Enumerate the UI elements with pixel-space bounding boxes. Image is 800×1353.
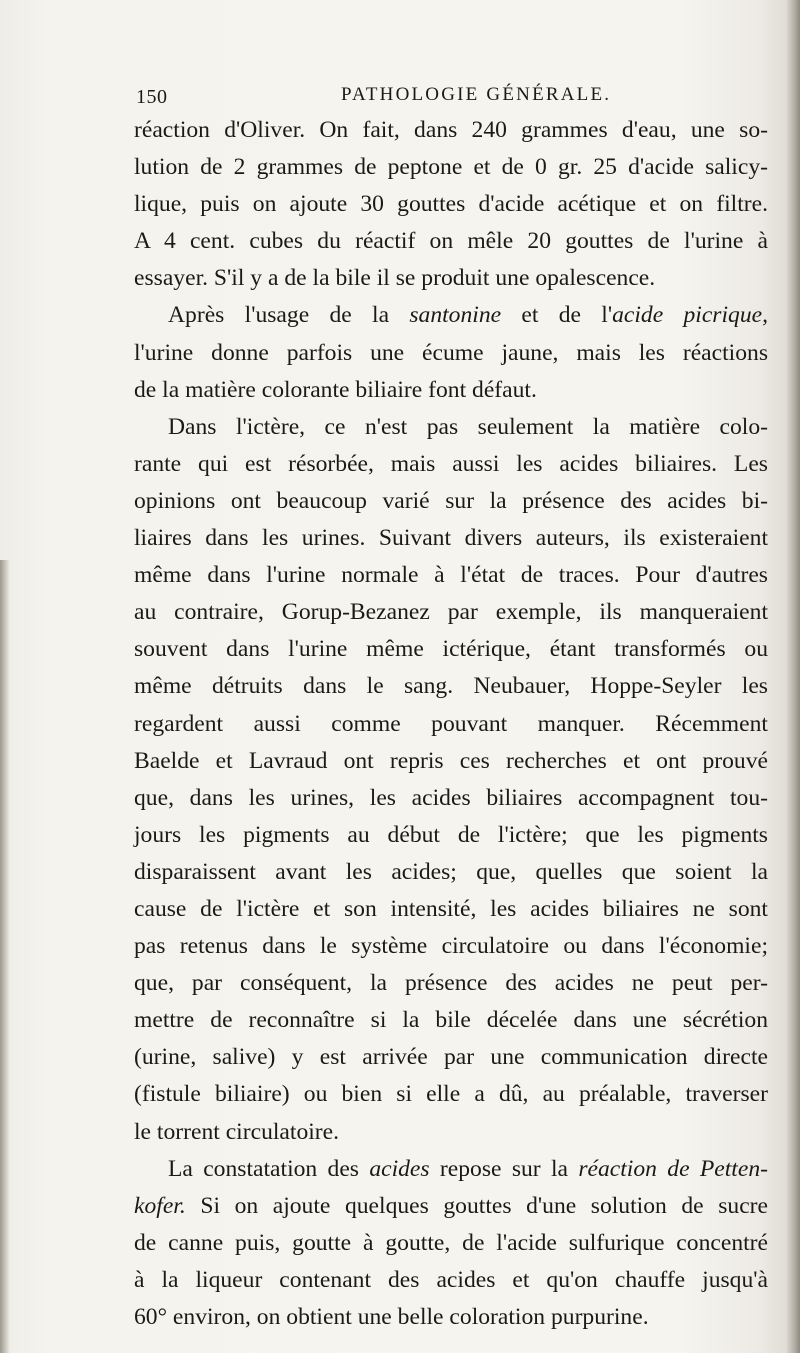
text-line <box>134 706 768 743</box>
text-line <box>134 1225 768 1262</box>
italic-term: santonine <box>409 302 502 329</box>
text-line <box>134 520 768 557</box>
text-segment: jours les pigments au début de l'ictère; que les pigments <box>134 821 768 848</box>
text-segment: liaires dans les urines. Suivant divers auteurs, ils existeraient <box>134 525 768 552</box>
text-segment: Après l'usage de la <box>168 302 410 329</box>
page-left-shadow <box>0 560 10 1353</box>
text-line <box>134 409 768 446</box>
text-line <box>134 557 768 594</box>
text-segment: l'urine donne parfois une écume jaune, mais les réactions <box>134 339 768 366</box>
text-line <box>134 891 768 928</box>
italic-term: réaction de Petten- <box>578 1155 768 1182</box>
text-line <box>134 297 768 334</box>
text-segment: A 4 cent. cubes du réactif on mêle 20 gouttes de l'urine à <box>134 228 768 255</box>
text-segment: regardent aussi comme pouvant manquer. Récemment <box>134 710 768 737</box>
text-segment: souvent dans l'urine même ictérique, étant transformés ou <box>134 636 768 663</box>
text-segment: de la matière colorante biliaire font défaut. <box>134 376 537 403</box>
text-segment: lique, puis on ajoute 30 gouttes d'acide acétique et on filtre. <box>134 191 768 218</box>
text-line <box>134 186 768 223</box>
text-segment: que, dans les urines, les acides biliaires accompagnent tou- <box>134 784 768 811</box>
text-line <box>134 1188 768 1225</box>
text-segment: essayer. S'il y a de la bile il se produit une opalescence. <box>134 265 656 292</box>
text-segment: mettre de reconnaître si la bile décelée dans une sécrétion <box>134 1007 768 1034</box>
text-line <box>134 965 768 1002</box>
text-line <box>134 928 768 965</box>
page-header <box>136 84 736 110</box>
text-segment: que, par conséquent, la présence des acides ne peut per- <box>134 970 768 997</box>
text-segment: opinions ont beaucoup varié sur la présence des acides bi- <box>134 487 768 514</box>
text-segment: à la liqueur contenant des acides et qu'on chauffe jusqu'à <box>134 1266 768 1293</box>
text-segment: (fistule biliaire) ou bien si elle a dû, au préalable, traverser <box>134 1081 768 1108</box>
text-segment: Si on ajoute quelques gouttes d'une solution de sucre <box>185 1192 768 1219</box>
text-line <box>134 112 768 149</box>
text-segment: rante qui est résorbée, mais aussi les acides biliaires. Les <box>134 450 768 477</box>
text-line <box>134 594 768 631</box>
text-line <box>134 335 768 372</box>
text-segment: et de l' <box>501 302 613 329</box>
text-line <box>134 446 768 483</box>
text-line <box>134 1002 768 1039</box>
text-segment: réaction d'Oliver. On fait, dans 240 grammes d'eau, une so- <box>134 117 768 143</box>
text-line <box>134 1114 768 1151</box>
text-segment: Dans l'ictère, ce n'est pas seulement la matière colo- <box>168 413 768 440</box>
running-head: PATHOLOGIE GÉNÉRALE. <box>341 84 612 105</box>
text-segment: Baelde et Lavraud ont repris ces recherches et ont prouvé <box>134 747 768 774</box>
text-line <box>134 668 768 705</box>
text-segment: le torrent circulatoire. <box>134 1118 340 1145</box>
text-line <box>134 854 768 891</box>
text-line <box>134 1299 768 1336</box>
text-segment: de canne puis, goutte à goutte, de l'acide sulfurique concentré <box>134 1229 768 1256</box>
text-line <box>134 483 768 520</box>
text-line <box>134 223 768 260</box>
text-line <box>134 817 768 854</box>
text-line <box>134 780 768 817</box>
italic-term: kofer. <box>134 1192 186 1219</box>
text-line <box>134 1262 768 1299</box>
text-segment: au contraire, Gorup-Bezanez par exemple, ils manqueraient <box>134 599 768 626</box>
text-segment: disparaissent avant les acides; que, quelles que soient la <box>134 858 768 885</box>
text-segment: (urine, salive) y est arrivée par une communication directe <box>134 1044 768 1071</box>
text-line <box>134 372 768 409</box>
text-segment: repose sur la <box>429 1155 579 1182</box>
body-text <box>134 112 768 1336</box>
page-number: 150 <box>136 86 168 108</box>
text-segment: même dans l'urine normale à l'état de traces. Pour d'autres <box>134 562 768 589</box>
italic-term: acides <box>369 1155 430 1182</box>
text-segment: pas retenus dans le système circulatoire ou dans l'économie; <box>134 933 768 960</box>
page-right-edge <box>786 0 800 1353</box>
text-line <box>134 1039 768 1076</box>
text-segment: 60° environ, on obtient une belle coloration purpurine. <box>134 1304 649 1330</box>
text-line <box>134 260 768 297</box>
text-segment: même détruits dans le sang. Neubauer, Hoppe-Seyler les <box>134 673 768 700</box>
text-segment: cause de l'ictère et son intensité, les acides biliaires ne sont <box>134 895 768 922</box>
text-segment: lution de 2 grammes de peptone et de 0 gr. 25 d'acide salicy- <box>134 154 768 181</box>
text-line <box>134 743 768 780</box>
text-segment: La constatation des <box>168 1155 370 1182</box>
text-line <box>134 149 768 186</box>
text-line <box>134 631 768 668</box>
text-line <box>134 1151 768 1188</box>
italic-term: acide picrique, <box>612 302 768 329</box>
text-line <box>134 1076 768 1113</box>
